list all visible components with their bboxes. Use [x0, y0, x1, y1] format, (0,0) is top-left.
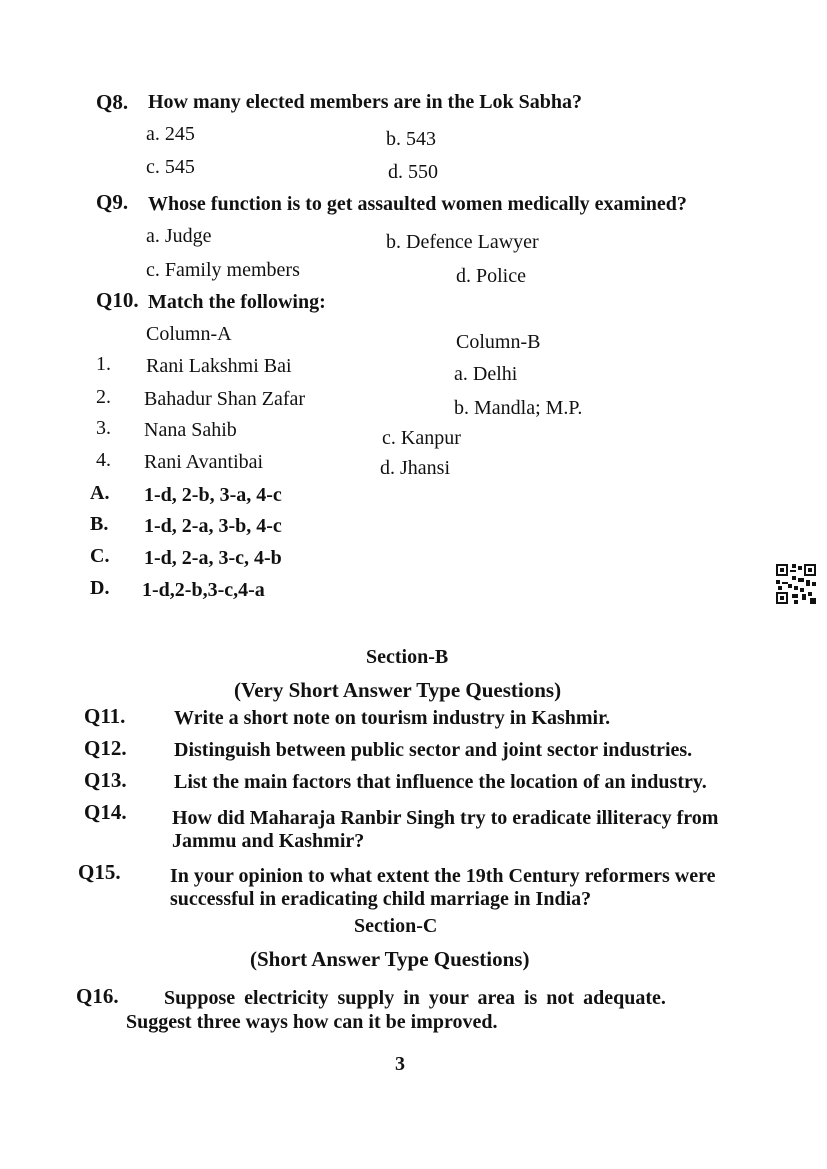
q8-option-a: a. 245	[146, 123, 195, 145]
q9-option-b: b. Defence Lawyer	[386, 231, 539, 253]
q14-text-line1: How did Maharaja Ranbir Singh try to eradicate illiteracy from	[172, 807, 719, 829]
section-b-title: Section-B	[366, 646, 449, 668]
q15-text-line1: In your opinion to what extent the 19th Century reformers were	[170, 865, 716, 887]
q9-option-c: c. Family members	[146, 259, 300, 281]
q8-option-c: c. 545	[146, 156, 195, 178]
q8-text: How many elected members are in the Lok Sabha?	[148, 91, 583, 113]
column-b-item: d. Jhansi	[380, 457, 450, 479]
q16-number: Q16.	[76, 984, 119, 1008]
column-a-num: 2.	[96, 386, 111, 408]
section-b-subtitle: (Very Short Answer Type Questions)	[234, 678, 562, 702]
q10-answer-text: 1-d,2-b,3-c,4-a	[142, 579, 265, 601]
q10-answer-letter: D.	[90, 577, 110, 599]
column-a-item: Rani Avantibai	[144, 451, 264, 473]
q13-text: List the main factors that influence the location of an industry.	[174, 771, 707, 793]
q15-text-line2: successful in eradicating child marriage in India?	[170, 888, 592, 910]
q12-text: Distinguish between public sector and joint sector industries.	[174, 739, 693, 761]
q12-number: Q12.	[84, 736, 127, 760]
q13-number: Q13.	[84, 768, 127, 792]
column-a-num: 3.	[96, 417, 111, 439]
q16-text-line2: Suggest three ways how can it be improved.	[126, 1011, 498, 1033]
q10-answer-text: 1-d, 2-b, 3-a, 4-c	[144, 484, 282, 506]
q9-option-a: a. Judge	[146, 225, 212, 247]
section-c-title: Section-C	[354, 915, 438, 937]
column-b-header: Column-B	[456, 331, 541, 353]
q11-number: Q11.	[84, 704, 126, 728]
q11-text: Write a short note on tourism industry in Kashmir.	[174, 707, 611, 729]
column-a-num: 4.	[96, 449, 111, 471]
column-a-item: Bahadur Shan Zafar	[144, 388, 306, 410]
column-a-item: Nana Sahib	[144, 419, 237, 441]
q10-answer-text: 1-d, 2-a, 3-b, 4-c	[144, 515, 282, 537]
column-b-item: b. Mandla; M.P.	[454, 397, 583, 419]
q14-text-line2: Jammu and Kashmir?	[172, 830, 365, 852]
column-b-item: c. Kanpur	[382, 427, 461, 449]
q10-number: Q10.	[96, 288, 139, 312]
qr-code-icon	[776, 564, 816, 604]
q10-answer-letter: A.	[90, 482, 110, 504]
column-a-item: Rani Lakshmi Bai	[146, 355, 292, 377]
q9-text: Whose function is to get assaulted women medically examined?	[148, 193, 687, 215]
q10-answer-letter: C.	[90, 545, 110, 567]
column-a-header: Column-A	[146, 323, 232, 345]
q9-option-d: d. Police	[456, 265, 526, 287]
page-number: 3	[395, 1053, 405, 1075]
q10-text: Match the following:	[148, 291, 326, 313]
q10-answer-text: 1-d, 2-a, 3-c, 4-b	[144, 547, 282, 569]
q15-number: Q15.	[78, 860, 121, 884]
section-c-subtitle: (Short Answer Type Questions)	[250, 947, 530, 971]
q10-answer-letter: B.	[90, 513, 109, 535]
column-b-item: a. Delhi	[454, 363, 518, 385]
q8-option-d: d. 550	[388, 161, 438, 183]
q16-text-line1: Suppose electricity supply in your area is not adequate.	[164, 987, 666, 1009]
q8-option-b: b. 543	[386, 128, 436, 150]
q14-number: Q14.	[84, 800, 127, 824]
column-a-num: 1.	[96, 353, 111, 375]
q9-number: Q9.	[96, 190, 129, 214]
q8-number: Q8.	[96, 90, 129, 114]
